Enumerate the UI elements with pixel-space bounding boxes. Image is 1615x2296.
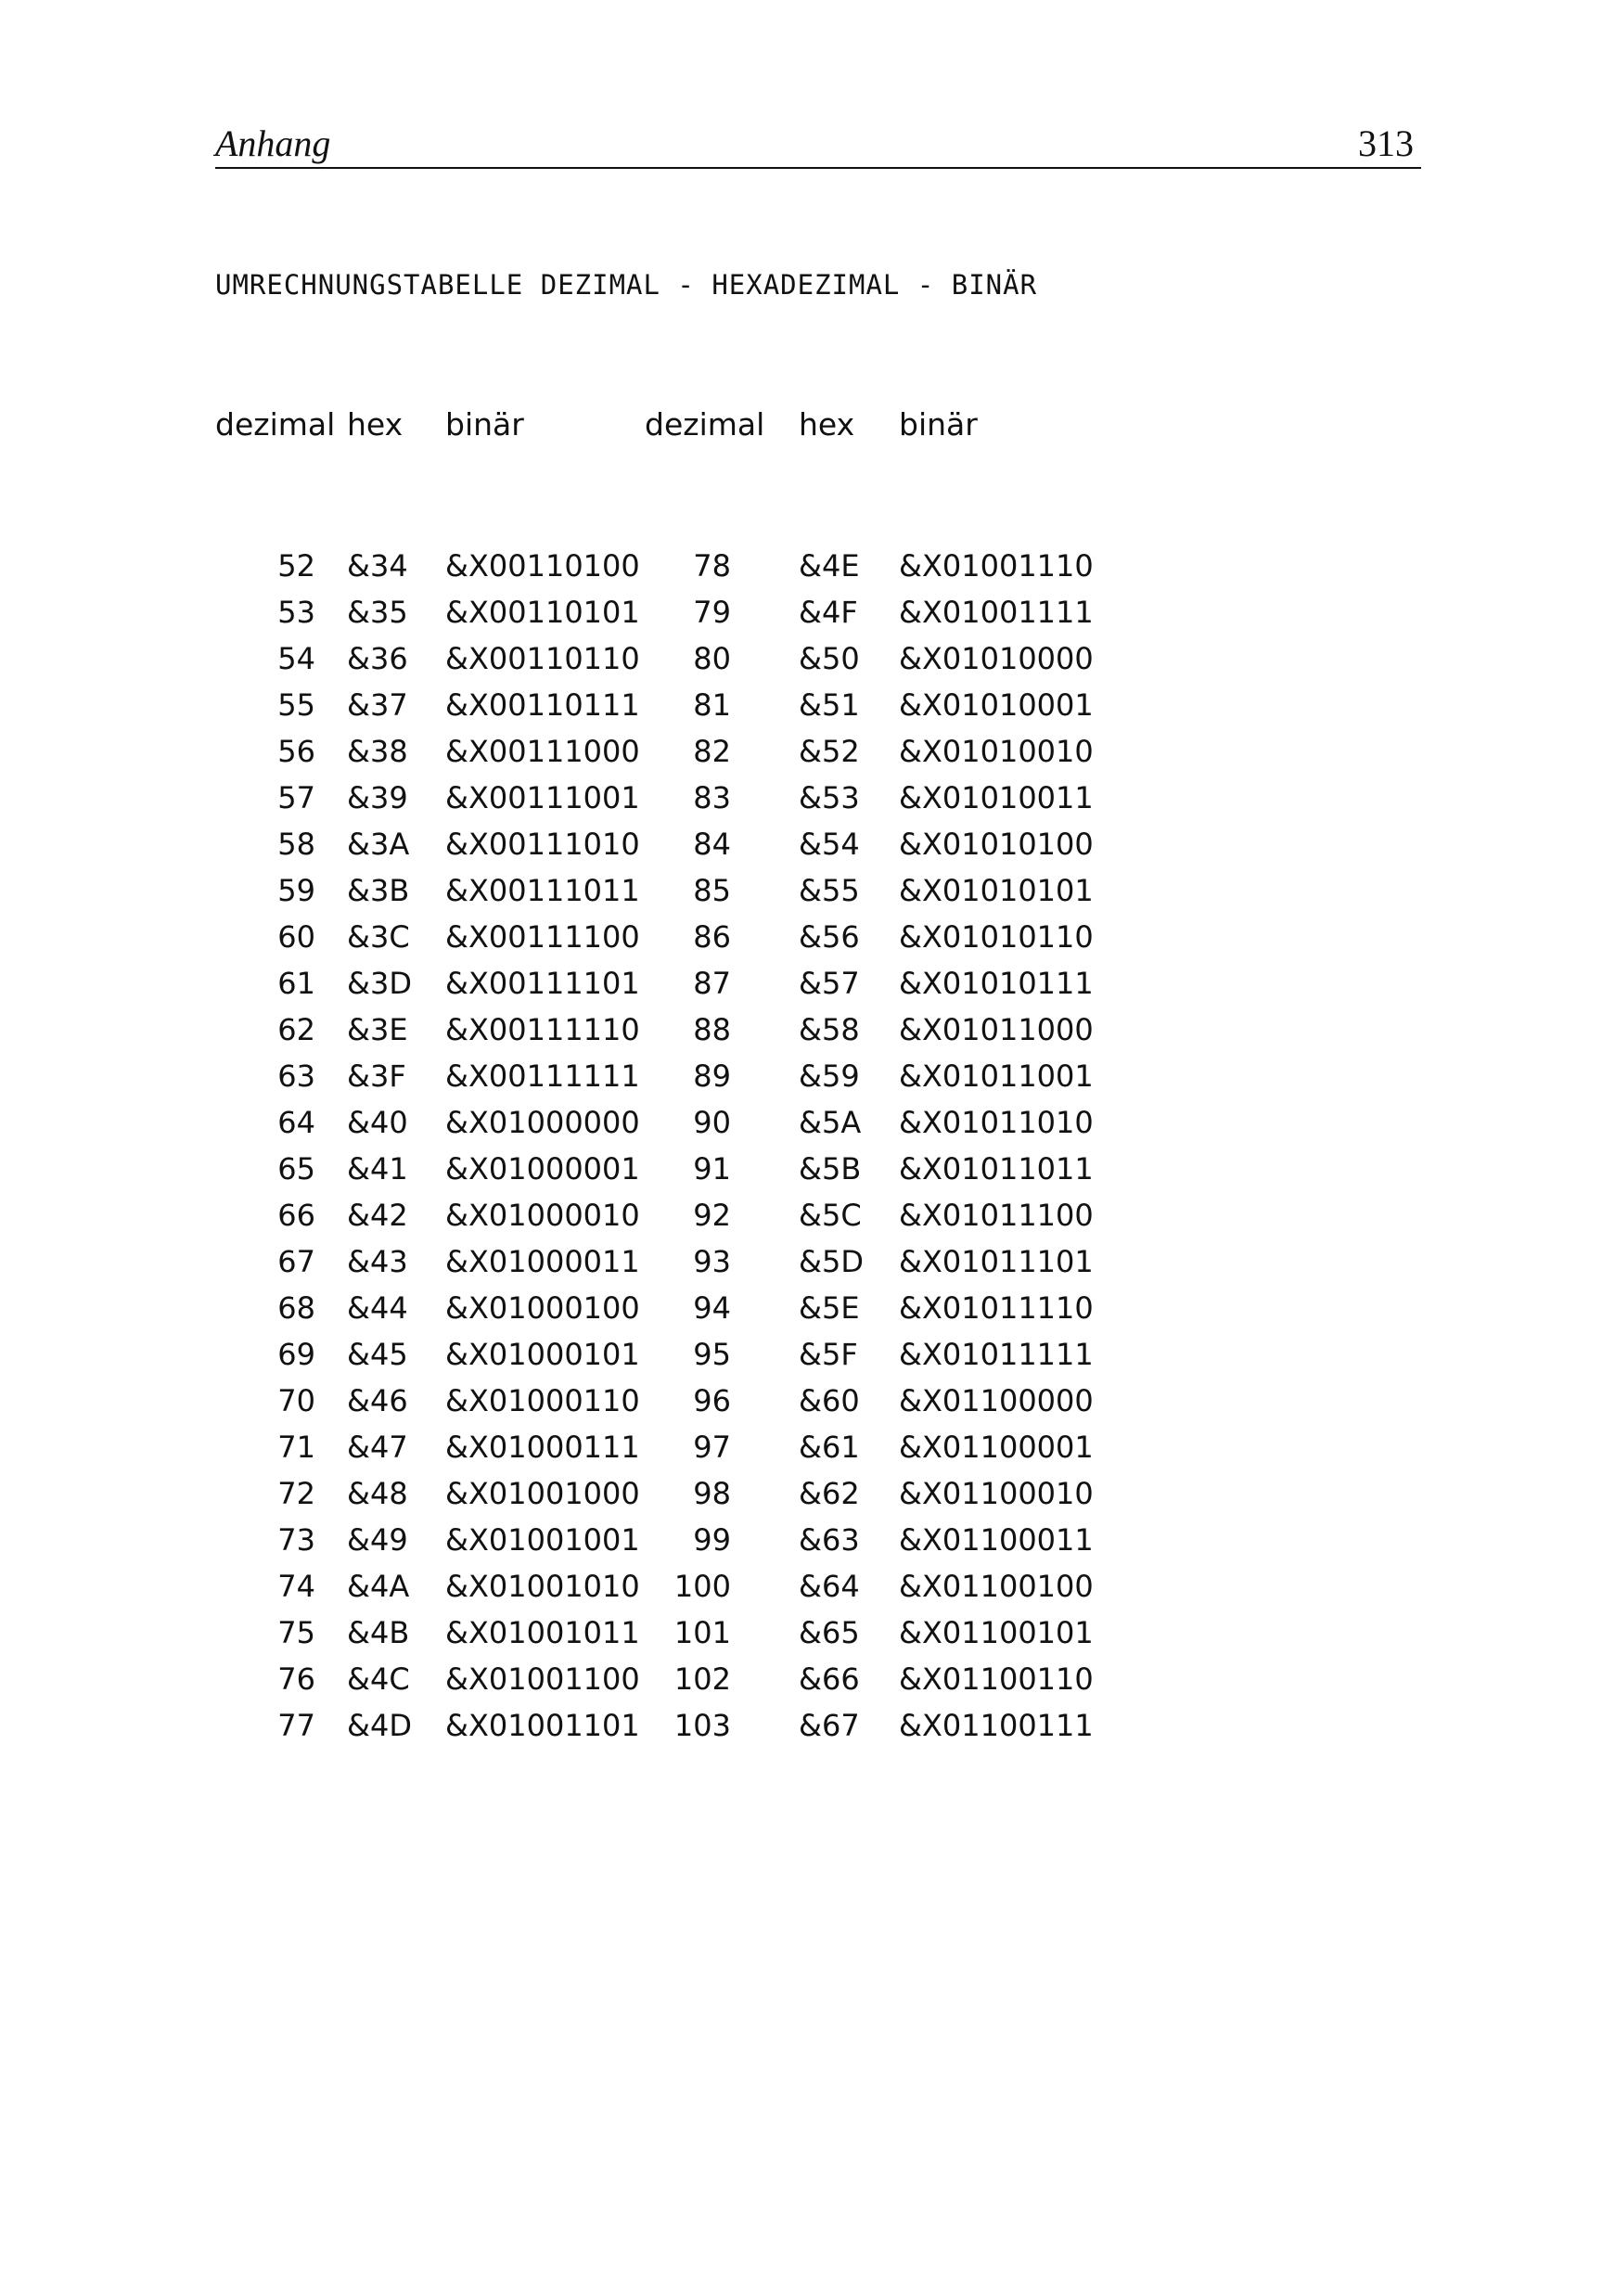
binary-value-right: &X01011010 bbox=[899, 1105, 1094, 1140]
hex-value-left: &4A bbox=[347, 1569, 410, 1604]
decimal-value-right: 87 bbox=[693, 966, 731, 1001]
hex-value-right: &62 bbox=[799, 1476, 860, 1511]
table-row bbox=[0, 1563, 1615, 1610]
binary-value-left: &X01000101 bbox=[445, 1337, 640, 1372]
hex-value-right: &5A bbox=[799, 1105, 862, 1140]
hex-value-left: &4B bbox=[347, 1615, 410, 1650]
table-row bbox=[0, 867, 1615, 914]
table-row bbox=[0, 1424, 1615, 1470]
page-number: 313 bbox=[1358, 122, 1414, 164]
binary-value-right: &X01011100 bbox=[899, 1198, 1094, 1233]
binary-value-left: &X01000000 bbox=[445, 1105, 640, 1140]
binary-value-right: &X01100001 bbox=[899, 1430, 1094, 1465]
decimal-value-right: 90 bbox=[693, 1105, 731, 1140]
binary-value-right: &X01010101 bbox=[899, 873, 1094, 908]
decimal-value-right: 99 bbox=[693, 1522, 731, 1558]
decimal-value-left: 56 bbox=[277, 734, 315, 769]
table-row bbox=[0, 682, 1615, 728]
decimal-value-right: 91 bbox=[693, 1151, 731, 1186]
hex-value-left: &3D bbox=[347, 966, 412, 1001]
hex-value-left: &3B bbox=[347, 873, 410, 908]
table-row bbox=[0, 775, 1615, 821]
binary-value-left: &X00110110 bbox=[445, 641, 640, 676]
decimal-value-left: 76 bbox=[277, 1661, 315, 1697]
decimal-value-left: 59 bbox=[277, 873, 315, 908]
decimal-value-left: 70 bbox=[277, 1383, 315, 1418]
binary-value-right: &X01010000 bbox=[899, 641, 1094, 676]
decimal-value-left: 66 bbox=[277, 1198, 315, 1233]
hex-value-left: &37 bbox=[347, 687, 408, 723]
hex-value-left: &4C bbox=[347, 1661, 410, 1697]
binary-value-right: &X01010011 bbox=[899, 780, 1094, 815]
hex-value-right: &4E bbox=[799, 548, 860, 584]
decimal-value-right: 97 bbox=[693, 1430, 731, 1465]
column-header-dezimal-left: dezimal bbox=[215, 406, 336, 443]
hex-value-left: &35 bbox=[347, 595, 408, 630]
binary-value-right: &X01100000 bbox=[899, 1383, 1094, 1418]
binary-value-right: &X01100110 bbox=[899, 1661, 1094, 1697]
binary-value-right: &X01100011 bbox=[899, 1522, 1094, 1558]
decimal-value-right: 102 bbox=[673, 1661, 731, 1697]
binary-value-left: &X01000110 bbox=[445, 1383, 640, 1418]
table-row bbox=[0, 1099, 1615, 1146]
binary-value-right: &X01010111 bbox=[899, 966, 1094, 1001]
hex-value-left: &46 bbox=[347, 1383, 408, 1418]
hex-value-left: &36 bbox=[347, 641, 408, 676]
hex-value-right: &56 bbox=[799, 919, 860, 955]
decimal-value-left: 60 bbox=[277, 919, 315, 955]
binary-value-left: &X01000010 bbox=[445, 1198, 640, 1233]
binary-value-left: &X01001010 bbox=[445, 1569, 640, 1604]
hex-value-left: &45 bbox=[347, 1337, 408, 1372]
binary-value-right: &X01011110 bbox=[899, 1290, 1094, 1326]
decimal-value-left: 75 bbox=[277, 1615, 315, 1650]
binary-value-right: &X01011111 bbox=[899, 1337, 1094, 1372]
hex-value-right: &63 bbox=[799, 1522, 860, 1558]
table-row bbox=[0, 1146, 1615, 1192]
hex-value-left: &47 bbox=[347, 1430, 408, 1465]
binary-value-right: &X01010110 bbox=[899, 919, 1094, 955]
column-header-hex-left: hex bbox=[347, 406, 404, 443]
binary-value-right: &X01010010 bbox=[899, 734, 1094, 769]
table-row bbox=[0, 543, 1615, 589]
decimal-value-right: 95 bbox=[693, 1337, 731, 1372]
decimal-value-right: 100 bbox=[673, 1569, 731, 1604]
decimal-value-left: 52 bbox=[277, 548, 315, 584]
hex-value-left: &39 bbox=[347, 780, 408, 815]
table-title: UMRECHNUNGSTABELLE DEZIMAL - HEXADEZIMAL - BINÄR bbox=[215, 269, 1038, 301]
decimal-value-right: 93 bbox=[693, 1244, 731, 1279]
binary-value-left: &X00111111 bbox=[445, 1058, 640, 1094]
hex-value-right: &53 bbox=[799, 780, 860, 815]
table-row bbox=[0, 1702, 1615, 1749]
decimal-value-left: 53 bbox=[277, 595, 315, 630]
hex-value-right: &52 bbox=[799, 734, 860, 769]
decimal-value-right: 78 bbox=[693, 548, 731, 584]
decimal-value-right: 84 bbox=[693, 827, 731, 862]
decimal-value-right: 92 bbox=[693, 1198, 731, 1233]
binary-value-left: &X01000001 bbox=[445, 1151, 640, 1186]
hex-value-right: &54 bbox=[799, 827, 860, 862]
hex-value-left: &42 bbox=[347, 1198, 408, 1233]
decimal-value-left: 58 bbox=[277, 827, 315, 862]
hex-value-right: &5E bbox=[799, 1290, 860, 1326]
hex-value-right: &57 bbox=[799, 966, 860, 1001]
hex-value-left: &43 bbox=[347, 1244, 408, 1279]
table-row bbox=[0, 1610, 1615, 1656]
binary-value-left: &X01000011 bbox=[445, 1244, 640, 1279]
binary-value-right: &X01100101 bbox=[899, 1615, 1094, 1650]
binary-value-left: &X01001000 bbox=[445, 1476, 640, 1511]
hex-value-right: &64 bbox=[799, 1569, 860, 1604]
binary-value-left: &X00111110 bbox=[445, 1012, 640, 1047]
binary-value-left: &X01001100 bbox=[445, 1661, 640, 1697]
hex-value-left: &4D bbox=[347, 1708, 412, 1743]
hex-value-left: &41 bbox=[347, 1151, 408, 1186]
decimal-value-right: 81 bbox=[693, 687, 731, 723]
hex-value-right: &60 bbox=[799, 1383, 860, 1418]
decimal-value-right: 85 bbox=[693, 873, 731, 908]
decimal-value-left: 69 bbox=[277, 1337, 315, 1372]
decimal-value-right: 83 bbox=[693, 780, 731, 815]
hex-value-right: &67 bbox=[799, 1708, 860, 1743]
decimal-value-right: 94 bbox=[693, 1290, 731, 1326]
binary-value-left: &X00110100 bbox=[445, 548, 640, 584]
hex-value-left: &3F bbox=[347, 1058, 406, 1094]
table-row bbox=[0, 635, 1615, 682]
binary-value-left: &X01000100 bbox=[445, 1290, 640, 1326]
table-row bbox=[0, 1470, 1615, 1517]
column-header-binaer-left: binär bbox=[445, 406, 524, 443]
binary-value-right: &X01010100 bbox=[899, 827, 1094, 862]
table-row bbox=[0, 821, 1615, 867]
binary-value-left: &X01001001 bbox=[445, 1522, 640, 1558]
hex-value-left: &48 bbox=[347, 1476, 408, 1511]
binary-value-left: &X00111100 bbox=[445, 919, 640, 955]
decimal-value-left: 65 bbox=[277, 1151, 315, 1186]
hex-value-left: &49 bbox=[347, 1522, 408, 1558]
decimal-value-right: 88 bbox=[693, 1012, 731, 1047]
binary-value-right: &X01011011 bbox=[899, 1151, 1094, 1186]
table-row bbox=[0, 1007, 1615, 1053]
hex-value-left: &3A bbox=[347, 827, 410, 862]
table-row bbox=[0, 589, 1615, 635]
decimal-value-left: 57 bbox=[277, 780, 315, 815]
hex-value-left: &34 bbox=[347, 548, 408, 584]
binary-value-right: &X01100111 bbox=[899, 1708, 1094, 1743]
decimal-value-left: 73 bbox=[277, 1522, 315, 1558]
decimal-value-right: 86 bbox=[693, 919, 731, 955]
binary-value-right: &X01011101 bbox=[899, 1244, 1094, 1279]
column-header-dezimal-right: dezimal bbox=[645, 406, 765, 443]
decimal-value-right: 101 bbox=[673, 1615, 731, 1650]
binary-value-left: &X00111001 bbox=[445, 780, 640, 815]
binary-value-left: &X00111101 bbox=[445, 966, 640, 1001]
table-row bbox=[0, 1238, 1615, 1285]
hex-value-left: &3C bbox=[347, 919, 410, 955]
table-row bbox=[0, 960, 1615, 1007]
decimal-value-left: 67 bbox=[277, 1244, 315, 1279]
hex-value-right: &58 bbox=[799, 1012, 860, 1047]
hex-value-left: &40 bbox=[347, 1105, 408, 1140]
table-row bbox=[0, 1656, 1615, 1702]
decimal-value-left: 68 bbox=[277, 1290, 315, 1326]
hex-value-right: &50 bbox=[799, 641, 860, 676]
binary-value-left: &X00110111 bbox=[445, 687, 640, 723]
hex-value-left: &38 bbox=[347, 734, 408, 769]
hex-value-right: &59 bbox=[799, 1058, 860, 1094]
hex-value-right: &51 bbox=[799, 687, 860, 723]
binary-value-right: &X01011001 bbox=[899, 1058, 1094, 1094]
hex-value-right: &5B bbox=[799, 1151, 862, 1186]
decimal-value-right: 80 bbox=[693, 641, 731, 676]
page-header bbox=[215, 119, 1421, 169]
binary-value-left: &X01001101 bbox=[445, 1708, 640, 1743]
hex-value-right: &66 bbox=[799, 1661, 860, 1697]
decimal-value-right: 96 bbox=[693, 1383, 731, 1418]
table-row bbox=[0, 1285, 1615, 1331]
binary-value-left: &X00111010 bbox=[445, 827, 640, 862]
hex-value-right: &4F bbox=[799, 595, 858, 630]
binary-value-left: &X01001011 bbox=[445, 1615, 640, 1650]
hex-value-right: &61 bbox=[799, 1430, 860, 1465]
binary-value-left: &X00111000 bbox=[445, 734, 640, 769]
binary-value-right: &X01001111 bbox=[899, 595, 1094, 630]
hex-value-right: &5C bbox=[799, 1198, 862, 1233]
binary-value-right: &X01011000 bbox=[899, 1012, 1094, 1047]
hex-value-left: &44 bbox=[347, 1290, 408, 1326]
hex-value-right: &55 bbox=[799, 873, 860, 908]
table-row bbox=[0, 728, 1615, 775]
hex-value-left: &3E bbox=[347, 1012, 408, 1047]
table-row bbox=[0, 1192, 1615, 1238]
decimal-value-left: 72 bbox=[277, 1476, 315, 1511]
section-title: Anhang bbox=[215, 122, 331, 164]
decimal-value-left: 64 bbox=[277, 1105, 315, 1140]
table-row bbox=[0, 1517, 1615, 1563]
decimal-value-right: 79 bbox=[693, 595, 731, 630]
table-row bbox=[0, 1053, 1615, 1099]
decimal-value-right: 103 bbox=[673, 1708, 731, 1743]
binary-value-right: &X01001110 bbox=[899, 548, 1094, 584]
decimal-value-left: 63 bbox=[277, 1058, 315, 1094]
binary-value-left: &X00110101 bbox=[445, 595, 640, 630]
hex-value-right: &5F bbox=[799, 1337, 858, 1372]
decimal-value-left: 74 bbox=[277, 1569, 315, 1604]
binary-value-right: &X01100100 bbox=[899, 1569, 1094, 1604]
table-row bbox=[0, 914, 1615, 960]
column-header-binaer-right: binär bbox=[899, 406, 978, 443]
decimal-value-left: 62 bbox=[277, 1012, 315, 1047]
binary-value-left: &X00111011 bbox=[445, 873, 640, 908]
table-row bbox=[0, 1378, 1615, 1424]
decimal-value-right: 89 bbox=[693, 1058, 731, 1094]
decimal-value-right: 82 bbox=[693, 734, 731, 769]
hex-value-right: &65 bbox=[799, 1615, 860, 1650]
decimal-value-left: 71 bbox=[277, 1430, 315, 1465]
binary-value-right: &X01010001 bbox=[899, 687, 1094, 723]
binary-value-right: &X01100010 bbox=[899, 1476, 1094, 1511]
hex-value-right: &5D bbox=[799, 1244, 864, 1279]
binary-value-left: &X01000111 bbox=[445, 1430, 640, 1465]
decimal-value-left: 55 bbox=[277, 687, 315, 723]
conversion-table bbox=[0, 543, 1615, 1749]
table-row bbox=[0, 1331, 1615, 1378]
decimal-value-left: 61 bbox=[277, 966, 315, 1001]
decimal-value-right: 98 bbox=[693, 1476, 731, 1511]
column-header-hex-right: hex bbox=[799, 406, 855, 443]
decimal-value-left: 54 bbox=[277, 641, 315, 676]
decimal-value-left: 77 bbox=[277, 1708, 315, 1743]
